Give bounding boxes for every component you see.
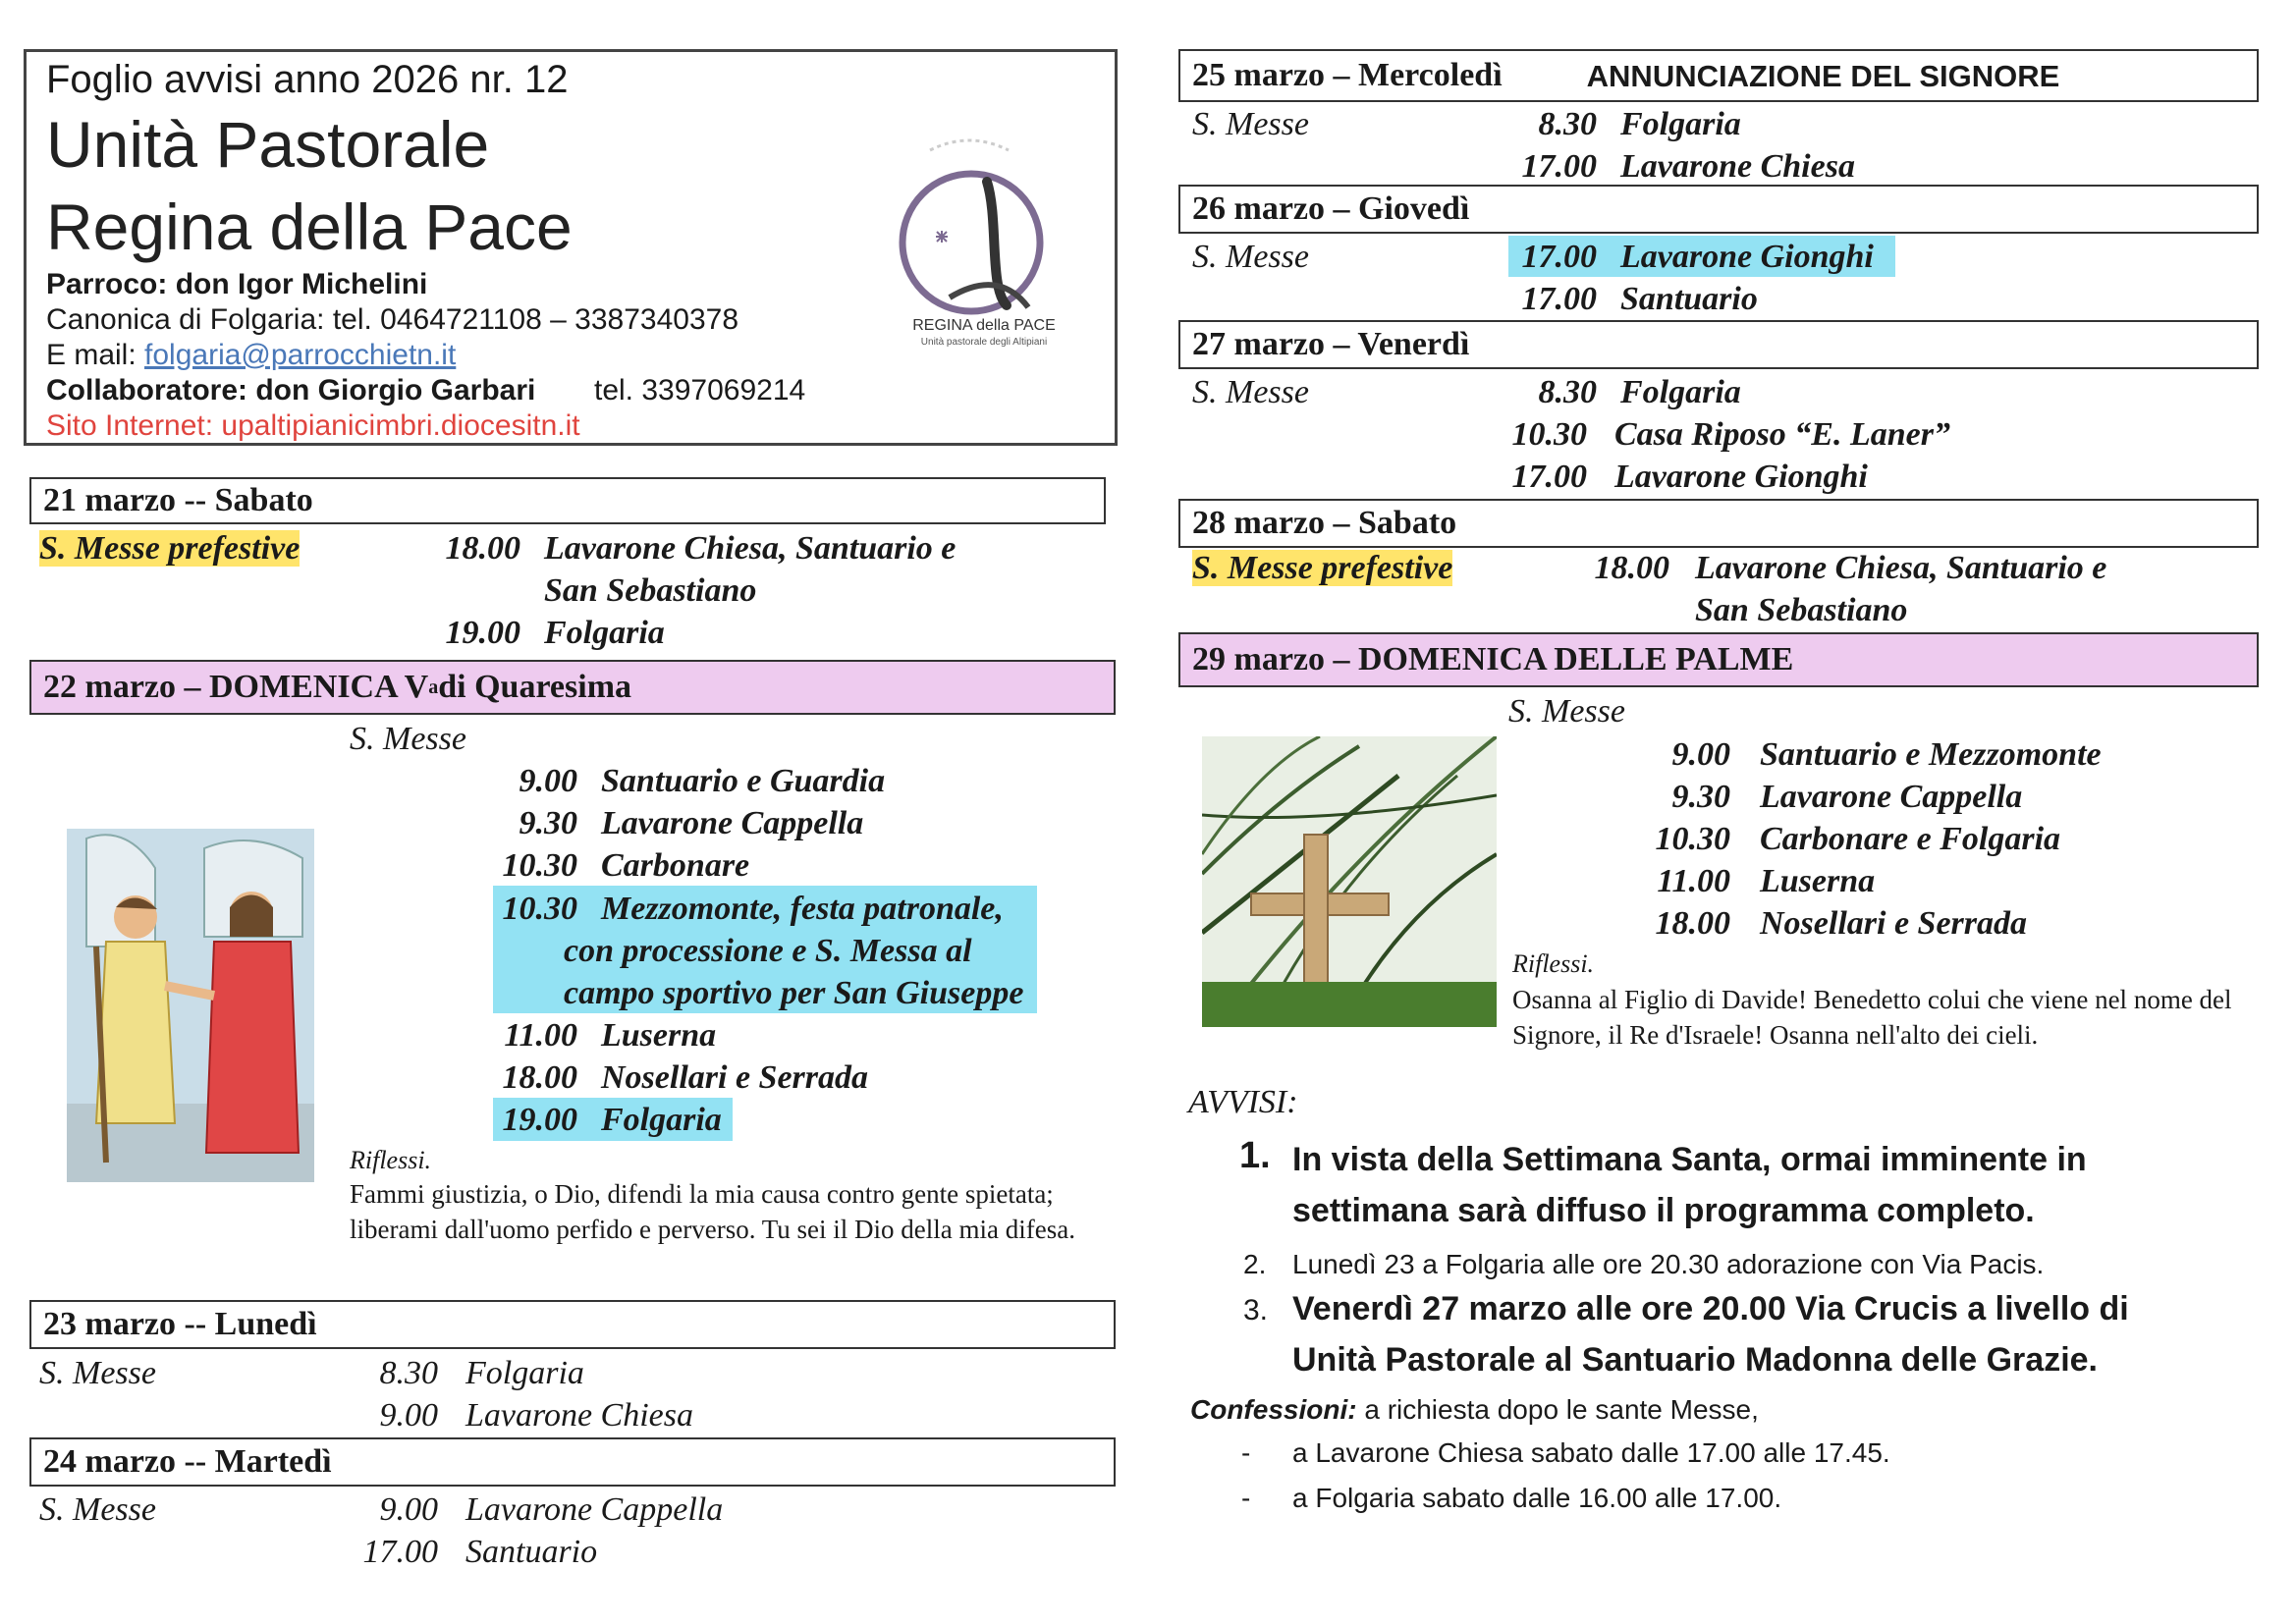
place-22-8: Nosellari e Serrada bbox=[601, 1059, 868, 1096]
place-22-3: Carbonare bbox=[601, 847, 750, 884]
place-27-3: Lavarone Gionghi bbox=[1614, 459, 1868, 495]
place-26-2: Santuario bbox=[1620, 281, 1758, 317]
palm-cross-icon bbox=[1202, 736, 1497, 1027]
place-22-9: Folgaria bbox=[601, 1102, 722, 1138]
email-line bbox=[46, 339, 456, 372]
place-29-5: Nosellari e Serrada bbox=[1760, 905, 2027, 942]
place-23-2: Lavarone Chiesa bbox=[465, 1397, 694, 1434]
time-27-3: 17.00 bbox=[1511, 459, 1587, 495]
place-24-1: Lavarone Cappella bbox=[465, 1491, 724, 1528]
conf-dash-1: - bbox=[1241, 1437, 1251, 1468]
palm-cross-photo bbox=[1202, 736, 1497, 1027]
place-22-6: campo sportivo per San Giuseppe bbox=[564, 975, 1024, 1011]
day-header-21: 21 marzo -- Sabato bbox=[29, 477, 1106, 524]
time-23-1: 8.30 bbox=[379, 1355, 438, 1391]
place-22-4: Mezzomonte, festa patronale, bbox=[601, 891, 1004, 927]
day-header-28: 28 marzo – Sabato bbox=[1178, 499, 2259, 548]
avvisi-title: AVVISI: bbox=[1188, 1084, 1298, 1120]
avviso-2-number: 2. bbox=[1243, 1249, 1267, 1279]
day-header-23: 23 marzo -- Lunedì bbox=[29, 1300, 1116, 1349]
place-22-5: con processione e S. Messa al bbox=[564, 933, 972, 969]
confessioni-line: Confessioni: a richiesta dopo le sante Messe, bbox=[1190, 1394, 1759, 1425]
riflessi-label-22: Riflessi. bbox=[350, 1146, 432, 1174]
place-22-1: Santuario e Guardia bbox=[601, 763, 886, 799]
place-29-3: Carbonare e Folgaria bbox=[1760, 821, 2061, 857]
time-22-9: 19.00 bbox=[502, 1102, 577, 1138]
avviso-3-line2: Unità Pastorale al Santuario Madonna delle Grazie. bbox=[1292, 1341, 2099, 1379]
place-27-1: Folgaria bbox=[1620, 374, 1741, 410]
time-22-1: 9.00 bbox=[519, 763, 577, 799]
label-messe-25: S. Messe bbox=[1192, 106, 1309, 142]
time-22-7: 11.00 bbox=[504, 1017, 577, 1054]
time-22-8: 18.00 bbox=[502, 1059, 577, 1096]
label-messe-26: S. Messe bbox=[1192, 239, 1309, 275]
email-link[interactable]: folgaria@parrocchietn.it bbox=[144, 339, 457, 371]
time-23-2: 9.00 bbox=[379, 1397, 438, 1434]
label-messe-24: S. Messe bbox=[39, 1491, 156, 1528]
avviso-3-line1: Venerdì 27 marzo alle ore 20.00 Via Crucis a livello di bbox=[1292, 1290, 2129, 1327]
place-29-4: Luserna bbox=[1760, 863, 1876, 899]
conf-dash-2: - bbox=[1241, 1483, 1251, 1513]
page-subtitle: Regina della Pace bbox=[46, 190, 573, 263]
avviso-1-line2: settimana sarà diffuso il programma completo. bbox=[1292, 1192, 2035, 1229]
day-header-29: 29 marzo – DOMENICA DELLE PALME bbox=[1178, 632, 2259, 687]
illustration-icon bbox=[67, 829, 314, 1182]
time-27-1: 8.30 bbox=[1538, 374, 1597, 410]
confessioni-item-1: a Lavarone Chiesa sabato dalle 17.00 alle 17.45. bbox=[1292, 1437, 1890, 1468]
place-25-1: Folgaria bbox=[1620, 106, 1741, 142]
place-21-2: San Sebastiano bbox=[544, 572, 757, 609]
day-header-25: 25 marzo – Mercoledì ANNUNCIAZIONE DEL SIGNORE bbox=[1178, 49, 2259, 102]
avviso-3-number: 3. bbox=[1243, 1294, 1269, 1326]
place-22-2: Lavarone Cappella bbox=[601, 805, 864, 841]
avviso-1-number: 1. bbox=[1239, 1135, 1271, 1176]
confessioni-item-2: a Folgaria sabato dalle 16.00 alle 17.00. bbox=[1292, 1483, 1782, 1513]
label-messe-prefestive-28: S. Messe prefestive bbox=[1192, 550, 1453, 586]
time-22-2: 9.30 bbox=[519, 805, 577, 841]
email-label: E mail: bbox=[46, 339, 145, 371]
regina-della-pace-logo bbox=[891, 121, 1077, 356]
time-29-5: 18.00 bbox=[1655, 905, 1730, 942]
logo-subtext: Unità pastorale degli Altipiani bbox=[920, 337, 1048, 348]
place-25-2: Lavarone Chiesa bbox=[1620, 148, 1855, 185]
header-box bbox=[24, 49, 1118, 446]
time-21-3: 19.00 bbox=[445, 615, 520, 651]
day-header-24: 24 marzo -- Martedì bbox=[29, 1437, 1116, 1487]
label-messe-23: S. Messe bbox=[39, 1355, 156, 1391]
time-29-3: 10.30 bbox=[1655, 821, 1730, 857]
time-22-3: 10.30 bbox=[502, 847, 577, 884]
place-29-2: Lavarone Cappella bbox=[1760, 779, 2023, 815]
collaboratore-tel: tel. 3397069214 bbox=[594, 374, 806, 406]
time-25-1: 8.30 bbox=[1538, 106, 1597, 142]
avviso-2-text: Lunedì 23 a Folgaria alle ore 20.30 adorazione con Via Pacis. bbox=[1292, 1249, 2045, 1279]
parroco: Parroco: don Igor Michelini bbox=[46, 268, 428, 300]
day-header-22: 22 marzo – DOMENICA V a di Quaresima bbox=[29, 660, 1116, 715]
time-26-1: 17.00 bbox=[1521, 239, 1597, 275]
jesus-healing-illustration bbox=[67, 829, 314, 1182]
logo-text: REGINA della PACE bbox=[912, 317, 1056, 334]
place-22-7: Luserna bbox=[601, 1017, 717, 1054]
time-29-1: 9.00 bbox=[1671, 736, 1730, 773]
place-24-2: Santuario bbox=[465, 1534, 598, 1570]
time-29-2: 9.30 bbox=[1671, 779, 1730, 815]
page-title: Unità Pastorale bbox=[46, 108, 490, 181]
label-messe-27: S. Messe bbox=[1192, 374, 1309, 410]
day-header-27: 27 marzo – Venerdì bbox=[1178, 320, 2259, 369]
place-21-1: Lavarone Chiesa, Santuario e bbox=[544, 530, 957, 567]
time-22-4: 10.30 bbox=[502, 891, 577, 927]
canonica-phone: Canonica di Folgaria: tel. 0464721108 – 3387340378 bbox=[46, 303, 738, 336]
place-26-1: Lavarone Gionghi bbox=[1620, 239, 1874, 275]
website-link[interactable]: Sito Internet: upaltipianicimbri.diocesitn.it bbox=[46, 409, 580, 442]
day-header-26: 26 marzo – Giovedì bbox=[1178, 185, 2259, 234]
time-28-1: 18.00 bbox=[1594, 550, 1669, 586]
collaboratore: Collaboratore: don Giorgio Garbari bbox=[46, 374, 536, 406]
place-28-2: San Sebastiano bbox=[1695, 592, 1908, 628]
label-messe-29: S. Messe bbox=[1508, 693, 1625, 730]
place-21-3: Folgaria bbox=[544, 615, 665, 651]
place-29-1: Santuario e Mezzomonte bbox=[1760, 736, 2102, 773]
riflessi-text-22: Fammi giustizia, o Dio, difendi la mia causa contro gente spietata; liberami dall'uomo perfido e perverso. Tu sei il Dio della mia difesa. bbox=[350, 1179, 1075, 1244]
place-27-2: Casa Riposo “E. Laner” bbox=[1614, 416, 1950, 453]
label-messe-prefestive-21: S. Messe prefestive bbox=[39, 530, 301, 567]
time-24-1: 9.00 bbox=[379, 1491, 438, 1528]
bulletin-number: Foglio avvisi anno 2026 nr. 12 bbox=[46, 58, 569, 101]
avviso-1-line1: In vista della Settimana Santa, ormai imminente in bbox=[1292, 1141, 2087, 1178]
label-messe-22: S. Messe bbox=[350, 721, 466, 757]
time-26-2: 17.00 bbox=[1521, 281, 1597, 317]
place-28-1: Lavarone Chiesa, Santuario e bbox=[1695, 550, 2107, 586]
riflessi-label-29: Riflessi. bbox=[1512, 949, 1595, 978]
riflessi-text-29: Osanna al Figlio di Davide! Benedetto colui che viene nel nome del Signore, il Re d'Israele! Osanna nell'alto dei cieli. bbox=[1512, 985, 2232, 1050]
time-24-2: 17.00 bbox=[362, 1534, 438, 1570]
time-25-2: 17.00 bbox=[1521, 148, 1597, 185]
place-23-1: Folgaria bbox=[465, 1355, 584, 1391]
time-29-4: 11.00 bbox=[1657, 863, 1730, 899]
time-27-2: 10.30 bbox=[1511, 416, 1587, 453]
time-21-1: 18.00 bbox=[445, 530, 520, 567]
